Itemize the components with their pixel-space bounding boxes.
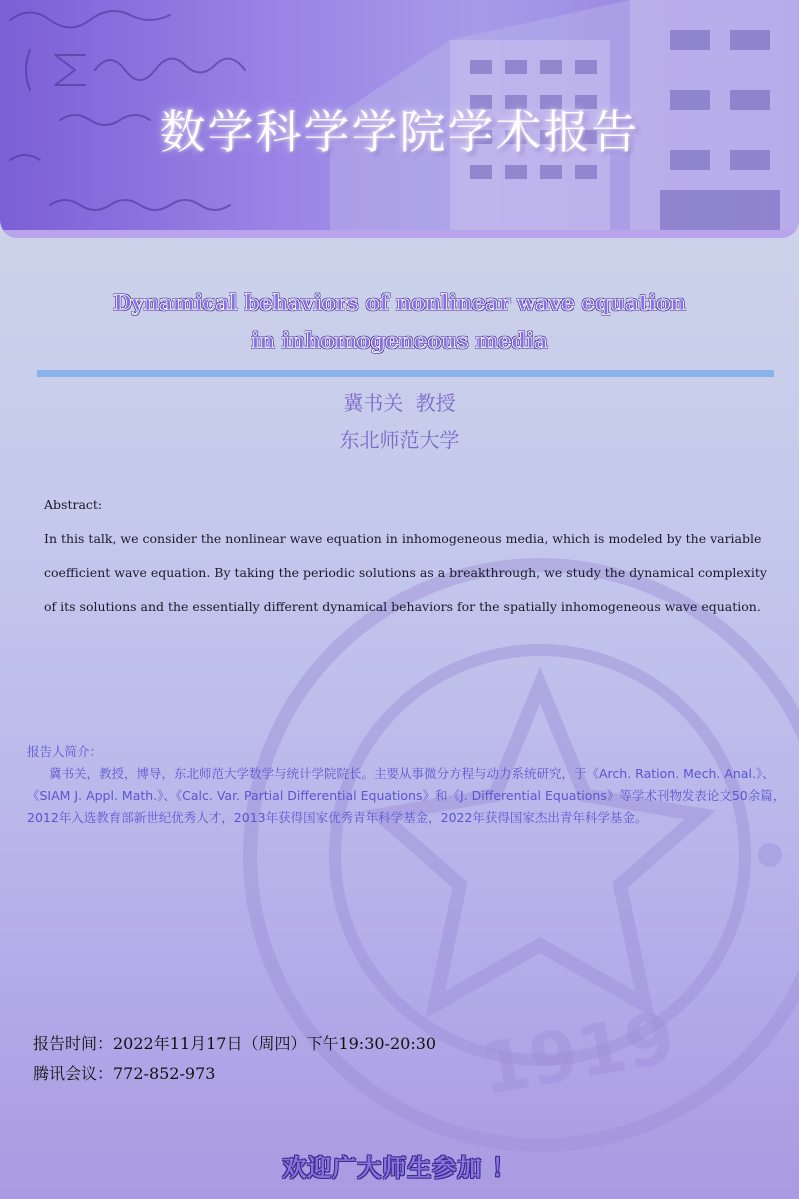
speaker-name: 冀书关 教授 — [343, 391, 456, 415]
abstract-section — [44, 488, 779, 624]
svg-text:1919: 1919 — [474, 996, 681, 1112]
talk-title — [0, 284, 799, 360]
abstract-text: In this talk, we consider the nonlinear wave equation in inhomogeneous media, which is modeled by the variable coefficient wave equation. By taking the periodic solutions as a breakthrough, we study the dynamical complexity of its solutions and the essentially different dynamical behaviors for the spatially inhomogeneous wave equation. — [44, 531, 767, 614]
event-info — [33, 1029, 436, 1089]
talk-title-line-2: in inhomogeneous media — [251, 328, 548, 353]
abstract-label: Abstract: — [44, 497, 103, 512]
bio-label: 报告人简介： — [27, 744, 103, 759]
header-banner — [0, 0, 799, 238]
divider — [37, 370, 774, 377]
event-time: 报告时间：2022年11月17日（周四）下午19:30-20:30 — [33, 1034, 437, 1053]
welcome-message: 欢迎广大师生参加 ！ — [282, 1154, 517, 1182]
meeting-id: 腾讯会议：772-852-973 — [33, 1064, 216, 1083]
page-title: 数学科学学院学术报告 — [159, 105, 640, 159]
speaker-affiliation: 东北师范大学 — [339, 428, 460, 452]
bio-text: 冀书关，教授，博导，东北师范大学数学与统计学院院长。主要从事微分方程与动力系统研究，于《Arch. Ration. Mech. Anal.》、《SIAM J. Appl. Math.》、《Calc. Var. Partial Differential Equations》和《J. Differential Equations》等学术刊物发表论文50余篇，2012年入选教育部新世纪优秀人才，2013年获得国家优秀青年科学基金，2022年获得国家杰出青年科学基金。 — [27, 766, 786, 825]
speaker-bio-section — [27, 741, 787, 829]
talk-title-line-1: Dynamical behaviors of nonlinear wave equation — [113, 290, 686, 315]
